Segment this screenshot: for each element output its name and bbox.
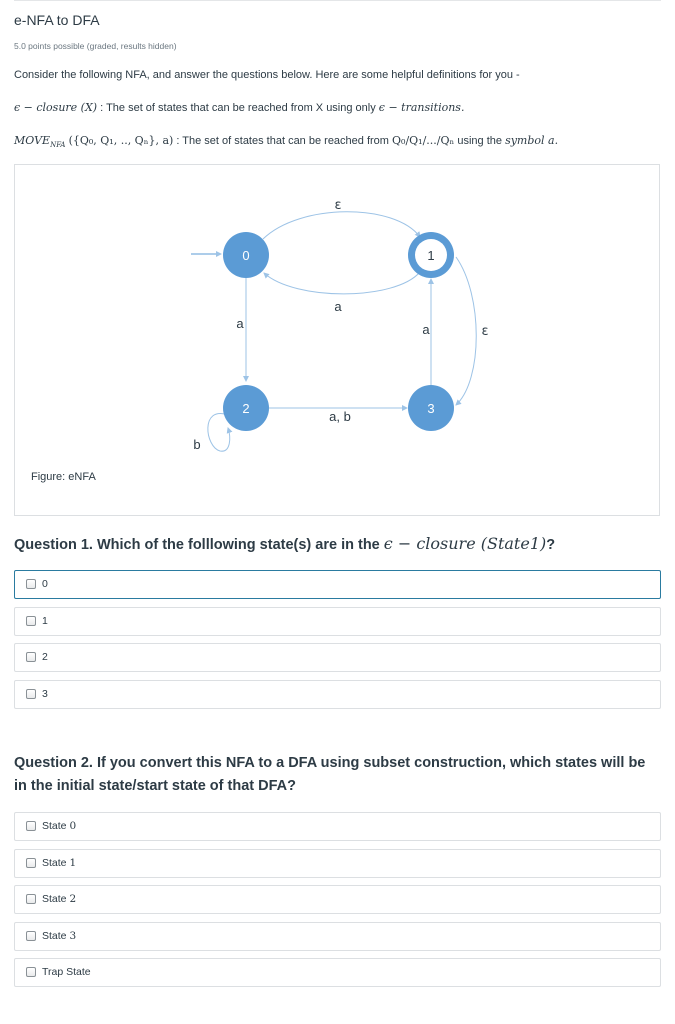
label-a-0-2: a [236, 316, 244, 331]
closure-definition [14, 101, 464, 114]
q1-option-2[interactable] [14, 643, 661, 672]
q1-option-label: 2 [42, 651, 48, 663]
q1-option-0[interactable] [14, 570, 661, 599]
closure-text: : The set of states that can be reached from X using only [100, 102, 376, 114]
move-math-tail: symbol a. [505, 134, 559, 147]
q2-option-label: State 3 [42, 930, 77, 942]
move-text: : The set of states that can be reached from [176, 135, 389, 147]
edge-a-1-0 [264, 272, 420, 294]
q1-option-label: 0 [42, 578, 48, 590]
state-1-label: 1 [427, 248, 435, 263]
q2-option-label: Trap State [42, 966, 91, 978]
q2-option-state-0[interactable] [14, 812, 661, 841]
label-b-loop-2: b [193, 437, 201, 452]
label-a-3-1: a [422, 322, 430, 337]
figure-caption: Figure: eNFA [31, 471, 96, 483]
top-divider [14, 0, 661, 1]
label-eps-1-3: ε [481, 324, 489, 339]
q1-checkbox-1[interactable] [26, 616, 36, 626]
q1-option-1[interactable] [14, 607, 661, 636]
q2-option-trap-state[interactable] [14, 958, 661, 987]
q1-math: ϵ − closure (State1) [383, 534, 547, 553]
closure-math: ϵ − closure (X) [14, 101, 98, 114]
q2-checkbox-0[interactable] [26, 821, 36, 831]
state-0-label: 0 [242, 248, 250, 263]
edge-eps-0-1 [263, 212, 420, 239]
label-ab-2-3: a, b [329, 409, 351, 424]
q1-option-3[interactable] [14, 680, 661, 709]
q2-option-label: State 1 [42, 857, 77, 869]
q1-checkbox-3[interactable] [26, 689, 36, 699]
edge-eps-1-3 [456, 257, 476, 405]
q1-prefix: Question 1. Which of the folllowing state(s) are in the [14, 537, 380, 553]
q2-option-state-3[interactable] [14, 922, 661, 951]
move-text2: using the [457, 135, 502, 147]
move-definition [14, 134, 558, 149]
question-2-title: Question 2. If you convert this NFA to a DFA using subset construction, which states will be in the initial state/start state of that DFA? [14, 755, 646, 794]
move-states: Q₀/Q₁/.../Qₙ [392, 134, 455, 147]
move-math: MOVE [14, 134, 51, 147]
q2-checkbox-4[interactable] [26, 967, 36, 977]
move-args: ({Q₀, Q₁, .., Qₙ}, a) [68, 134, 174, 147]
state-2-label: 2 [242, 401, 250, 416]
q2-checkbox-3[interactable] [26, 931, 36, 941]
label-eps-0-1: ε [334, 198, 342, 213]
q2-option-label: State 2 [42, 893, 77, 905]
q1-suffix: ? [546, 537, 556, 553]
q1-option-label: 3 [42, 688, 48, 700]
q2-option-state-2[interactable] [14, 885, 661, 914]
state-3-label: 3 [427, 401, 435, 416]
points-info: 5.0 points possible (graded, results hidden) [14, 41, 177, 51]
q1-option-label: 1 [42, 615, 48, 627]
q2-checkbox-2[interactable] [26, 894, 36, 904]
q1-checkbox-2[interactable] [26, 652, 36, 662]
page-title: e-NFA to DFA [14, 12, 100, 28]
q2-option-state-1[interactable] [14, 849, 661, 878]
move-sub: NFA [50, 141, 66, 150]
question-1-title [14, 532, 654, 557]
nfa-figure [14, 164, 660, 516]
q2-option-label: State 0 [42, 820, 77, 832]
intro-text: Consider the following NFA, and answer the questions below. Here are some helpful definitions for you - [14, 69, 520, 81]
label-a-1-0: a [334, 299, 342, 314]
closure-math-tail: ϵ − transitions. [378, 101, 465, 114]
nfa-diagram [15, 165, 661, 517]
q1-checkbox-0[interactable] [26, 579, 36, 589]
q2-checkbox-1[interactable] [26, 858, 36, 868]
